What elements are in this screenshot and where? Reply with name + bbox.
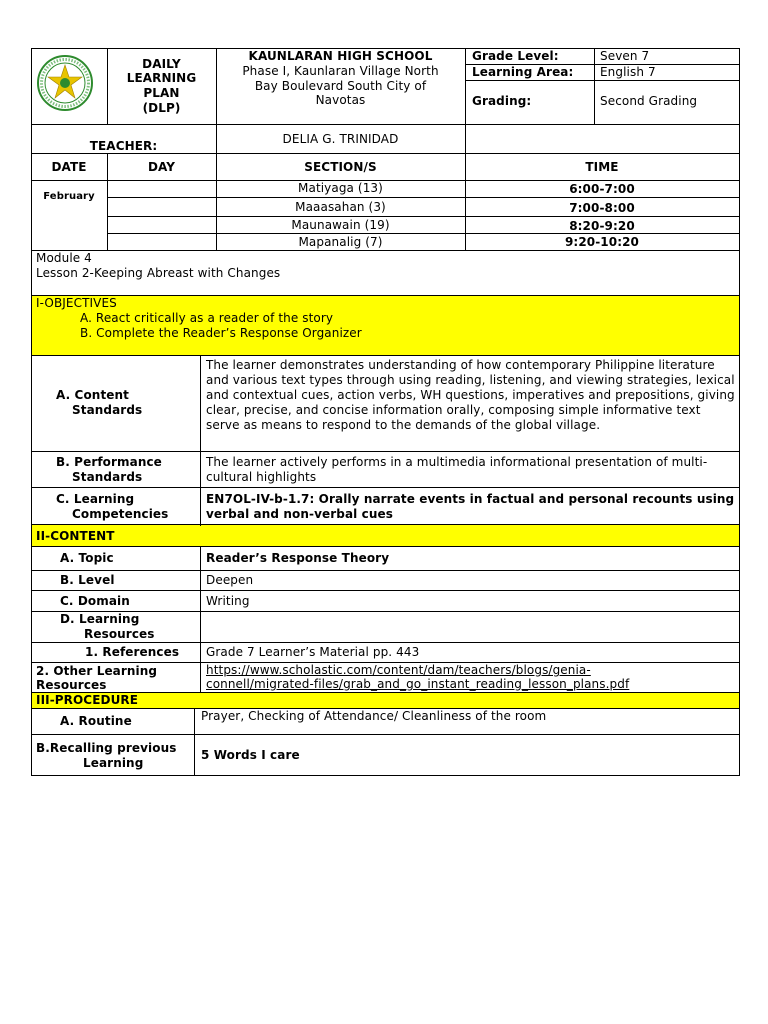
content-heading: II-CONTENT: [36, 529, 115, 543]
domain-value: Writing: [206, 594, 250, 608]
schedule-time-3: 8:20-9:20: [569, 219, 635, 233]
topic-value: Reader’s Response Theory: [206, 551, 390, 565]
references-value: Grade 7 Learner’s Material pp. 443: [206, 645, 420, 659]
school-address-line2: Bay Boulevard South City of: [254, 79, 427, 93]
schedule-section-1: Matiyaga (13): [298, 181, 383, 195]
grading-label: Grading:: [472, 94, 532, 108]
learning-resources-label-1: D. Learning: [60, 612, 140, 626]
schedule-header-section: SECTION/S: [304, 160, 377, 174]
schedule-section-2: Maaasahan (3): [295, 200, 386, 214]
module-number: Module 4: [36, 251, 92, 265]
schedule-section-3: Maunawain (19): [291, 218, 390, 232]
schedule-section-4: Mapanalig (7): [298, 235, 383, 249]
grade-level-label: Grade Level:: [472, 49, 559, 63]
dlp-title-line2: LEARNING: [126, 71, 197, 85]
topic-label: A. Topic: [60, 551, 114, 565]
level-label: B. Level: [60, 573, 115, 587]
lesson-title: Lesson 2-Keeping Abreast with Changes: [36, 266, 281, 280]
learning-area-label: Learning Area:: [472, 65, 574, 79]
learning-competencies-label-1: C. Learning: [56, 492, 135, 506]
other-resources-label-1: 2. Other Learning: [36, 664, 158, 678]
teacher-name: DELIA G. TRINIDAD: [282, 132, 399, 146]
performance-standards-label-2: Standards: [72, 470, 143, 484]
content-standards-label-1: A. Content: [56, 388, 129, 402]
recalling-value: 5 Words I care: [201, 748, 300, 762]
dlp-title-line3: PLAN: [143, 86, 180, 100]
learning-competencies-text: EN7OL-IV-b-1.7: Orally narrate events in factual and personal recounts using verbal and non-verbal cues: [206, 492, 735, 521]
schedule-header-day: DAY: [147, 160, 176, 174]
dlp-title-line4: (DLP): [142, 101, 181, 115]
learning-competencies-label-2: Competencies: [72, 507, 169, 521]
grade-level-value: Seven 7: [600, 49, 650, 63]
other-resources-label-2: Resources: [36, 678, 107, 692]
performance-standards-text: The learner actively performs in a multimedia informational presentation of multi-cultural highlights: [206, 455, 708, 484]
other-resources-link-line2[interactable]: connell/migrated-files/grab_and_go_instant_reading_lesson_plans.pdf: [206, 677, 630, 691]
school-address-line1: Phase I, Kaunlaran Village North: [242, 64, 439, 78]
learning-area-value: English 7: [600, 65, 656, 79]
other-resources-link-line1[interactable]: https://www.scholastic.com/content/dam/teachers/blogs/genia-: [206, 663, 591, 677]
grading-value: Second Grading: [600, 94, 698, 108]
recalling-label-2: Learning: [83, 756, 144, 770]
schedule-header-time: TIME: [585, 160, 619, 174]
routine-label: A. Routine: [60, 714, 132, 728]
dlp-title-line1: DAILY: [142, 57, 181, 71]
procedure-heading: III-PROCEDURE: [36, 693, 139, 707]
schedule-date-value: February: [43, 191, 95, 202]
objectives-heading: I-OBJECTIVES: [36, 296, 117, 310]
references-label: 1. References: [85, 645, 180, 659]
learning-resources-label-2: Resources: [84, 627, 155, 641]
performance-standards-label-1: B. Performance: [56, 455, 162, 469]
school-address-line3: Navotas: [315, 93, 366, 107]
objective-item-a: A. React critically as a reader of the story: [80, 311, 334, 325]
schedule-time-4: 9:20-10:20: [564, 235, 640, 249]
content-standards-label-2: Standards: [72, 403, 143, 417]
schedule-header-date: DATE: [51, 160, 87, 174]
recalling-label-1: B.Recalling previous: [36, 741, 177, 755]
content-highlight: [31, 525, 739, 546]
domain-label: C. Domain: [60, 594, 130, 608]
content-standards-text: The learner demonstrates understanding of how contemporary Philippine literature and various text types through using reading, listening, and viewing strategies, lexical and contextual cues, action verbs, WH questions, imperatives and prepositions, giving clear, precise, and concise information orally, composing simple informative text serve as means to respond to the demands of the global village.: [206, 358, 735, 432]
school-name: KAUNLARAN HIGH SCHOOL: [248, 49, 433, 63]
teacher-label: TEACHER:: [89, 139, 158, 153]
objective-item-b: B. Complete the Reader’s Response Organizer: [80, 326, 362, 340]
level-value: Deepen: [206, 573, 254, 587]
school-seal-icon: [36, 54, 94, 112]
schedule-time-2: 7:00-8:00: [569, 201, 635, 215]
routine-value: Prayer, Checking of Attendance/ Cleanliness of the room: [201, 709, 547, 723]
schedule-time-1: 6:00-7:00: [569, 182, 635, 196]
